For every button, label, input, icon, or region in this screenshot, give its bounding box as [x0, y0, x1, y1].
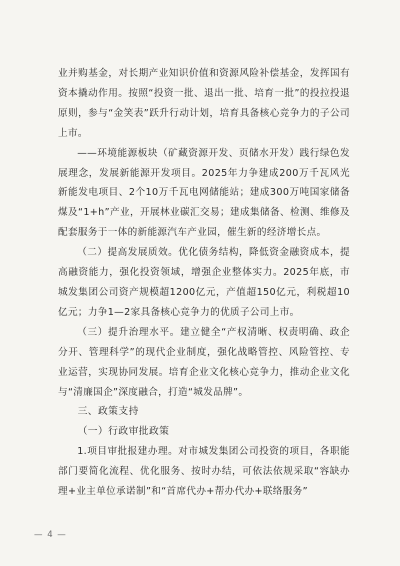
paragraph-4: （三）提升治理水平。建立健全“产权清晰、权责明确、政企分开、管理科学”的现代企业制度，强化战略管控、风险管控、专业运营，实现协同发展。培育企业文化核心竞争力，推动企业文化与“清廉国企”深度融合，打造“城发品牌”。	[58, 326, 350, 398]
page-number: — 4 —	[34, 530, 67, 540]
paragraph-5: 1.项目审批报建办理。对市城发集团公司投资的项目，各职能部门要简化流程、优化服务、按时办结，可依法依规采取“容缺办理+业主单位承诺制”和“首席代办+帮办代办+联络服务”	[58, 446, 350, 498]
paragraph-2: ——环境能源板块（矿藏资源开发、页储水开发）践行绿色发展理念，发展新能源开发项目。2025年力争建成200万千瓦风光新能发电项目、2个10万千瓦电网储能站；建成300万吨国家储备煤及“1+h”产业，开展林业碳汇交易；建成集储备、检测、维修及配套服务于一体的新能源汽车产业园，催生新的经济增长点。	[58, 147, 350, 239]
paragraph-3: （二）提高发展质效。优化债务结构，降低资金融资成本，提高融资能力，强化投资领域，增强企业整体实力。2025年底，市城发集团公司资产规模超1200亿元，产值超150亿元，利税超10亿元；力争1—2家具备核心竞争力的优质子公司上市。	[58, 247, 350, 318]
section-heading-policy-support: 三、政策支持	[77, 406, 139, 418]
document-body	[58, 64, 350, 502]
paragraph-1: 业并购基金，对长期产业知识价值和资源风险补偿基金，发挥国有资本撬动作用。按照“投资一批、退出一批、培育一批”的投拉投退原则，参与“金笑表”跃升行动计划，培育具备核心竞争力的子公司上市。	[58, 68, 350, 139]
subsection-heading-administrative-approval: （一）行政审批政策	[77, 426, 170, 438]
